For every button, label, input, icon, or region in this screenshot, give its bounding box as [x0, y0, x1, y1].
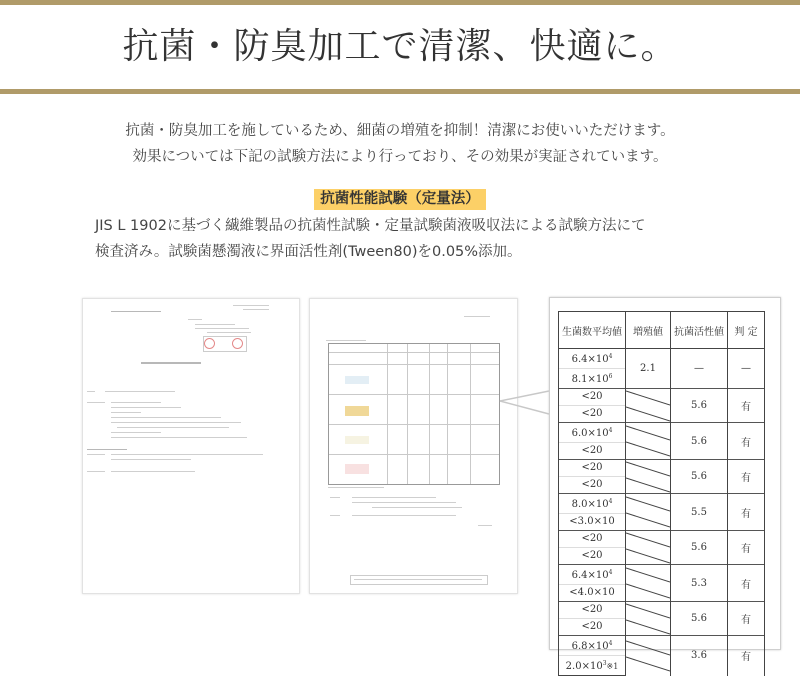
header-growth: 増殖値: [626, 312, 671, 349]
judgement-cell: 有: [728, 565, 765, 602]
results-table-header: [559, 312, 765, 349]
growth-cell: [626, 531, 671, 565]
growth-cell: [626, 565, 671, 602]
viable-count-cell: $2.0\times 10^3※1$: [559, 656, 626, 676]
growth-cell: [626, 636, 671, 676]
viable-count-cell: $6.4\times 10^4$: [559, 349, 626, 369]
intro-line-2: 効果については下記の試験方法により行っており、その効果が実証されています。: [132, 149, 668, 165]
activity-cell: 5.6: [671, 531, 728, 565]
judgement-cell: 有: [728, 389, 765, 423]
activity-cell: 5.6: [671, 460, 728, 494]
results-row: [559, 349, 765, 369]
test-desc-line-1: JIS L 1902に基づく繊維製品の抗菌性試験・定量試験菌液吸収法による試験方法にて: [95, 218, 646, 234]
results-row: [559, 460, 765, 477]
activity-cell: 5.6: [671, 389, 728, 423]
results-row: [559, 602, 765, 619]
hatch-mark: [626, 496, 670, 528]
hatch-mark: [626, 603, 670, 635]
header-viable-count: 生菌数平均値: [559, 312, 626, 349]
viable-count-cell: <20: [559, 443, 626, 460]
growth-cell: [626, 423, 671, 460]
viable-count-cell: $6.0\times 10^4$: [559, 423, 626, 443]
results-row: [559, 494, 765, 514]
results-row: [559, 565, 765, 585]
results-row: [559, 531, 765, 548]
test-desc-line-2: 検査済み。試験菌懸濁液に界面活性剤(Tween80)を0.05%添加。: [95, 244, 522, 260]
hatch-mark: [626, 425, 670, 457]
header-activity: 抗菌活性値: [671, 312, 728, 349]
viable-count-cell: $6.4\times 10^4$: [559, 565, 626, 585]
growth-cell: [626, 602, 671, 636]
growth-cell: 2.1: [626, 349, 671, 389]
activity-cell: 3.6: [671, 636, 728, 676]
results-table: [558, 311, 765, 676]
judgement-cell: 有: [728, 494, 765, 531]
judgement-cell: 有: [728, 636, 765, 676]
judgement-cell: 有: [728, 602, 765, 636]
viable-count-cell: <20: [559, 389, 626, 406]
viable-count-cell: <20: [559, 531, 626, 548]
growth-cell: [626, 389, 671, 423]
viable-count-cell: $8.1\times 10^6$: [559, 369, 626, 389]
viable-count-cell: <20: [559, 477, 626, 494]
viable-count-cell: <20: [559, 602, 626, 619]
hatch-mark: [626, 461, 670, 493]
growth-cell: [626, 460, 671, 494]
header-judgement: 判 定: [728, 312, 765, 349]
viable-count-cell: <20: [559, 406, 626, 423]
viable-count-cell: <3.0×10: [559, 514, 626, 531]
viable-count-cell: $6.8\times 10^4$: [559, 636, 626, 656]
results-row: [559, 636, 765, 656]
hatch-mark: [626, 640, 670, 672]
hatch-mark: [626, 532, 670, 564]
judgement-cell: 有: [728, 423, 765, 460]
page-title: 抗菌・防臭加工で清潔、快適に。: [122, 26, 678, 67]
results-row: [559, 423, 765, 443]
activity-cell: 5.5: [671, 494, 728, 531]
viable-count-cell: <20: [559, 548, 626, 565]
activity-cell: —: [671, 349, 728, 389]
judgement-cell: 有: [728, 531, 765, 565]
viable-count-cell: <20: [559, 460, 626, 477]
viable-count-cell: <4.0×10: [559, 585, 626, 602]
judgement-cell: 有: [728, 460, 765, 494]
results-zoom-panel: [549, 297, 781, 672]
viable-count-cell: $8.0\times 10^4$: [559, 494, 626, 514]
judgement-cell: —: [728, 349, 765, 389]
intro-line-1: 抗菌・防臭加工を施しているため、細菌の増殖を抑制！清潔にお使いいただけます。: [125, 123, 675, 139]
test-badge: 抗菌性能試験（定量法）: [314, 189, 486, 210]
activity-cell: 5.3: [671, 565, 728, 602]
hatch-mark: [626, 390, 670, 422]
activity-cell: 5.6: [671, 423, 728, 460]
activity-cell: 5.6: [671, 602, 728, 636]
viable-count-cell: <20: [559, 619, 626, 636]
growth-cell: [626, 494, 671, 531]
hatch-mark: [626, 567, 670, 599]
results-row: [559, 389, 765, 406]
